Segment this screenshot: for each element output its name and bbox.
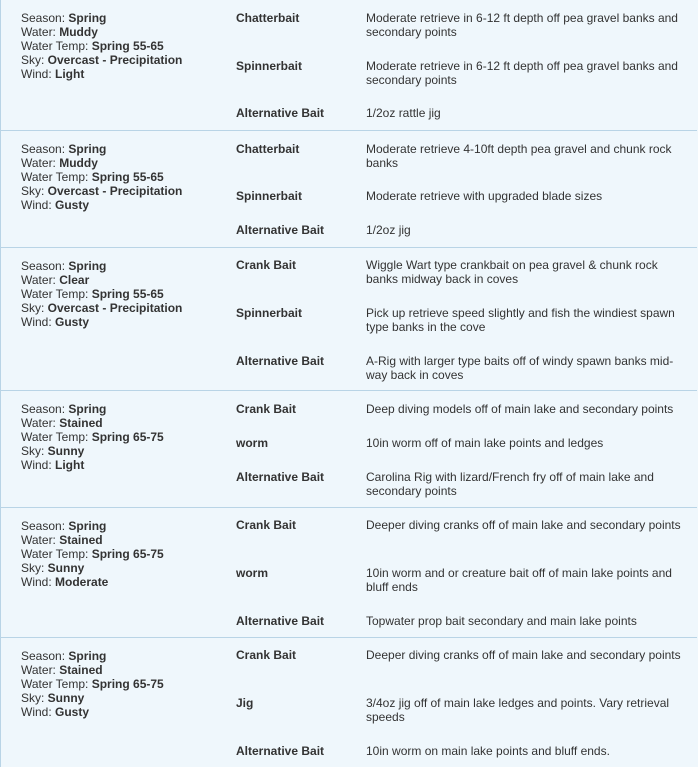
condition-label: Water Temp:: [21, 170, 92, 184]
bait-description: 10in worm on main lake points and bluff ends.: [366, 744, 610, 758]
condition-value: Spring 55-65: [91, 39, 164, 53]
condition-label: Sky:: [21, 561, 48, 575]
condition-value: Gusty: [55, 198, 90, 212]
condition-label: Sky:: [21, 53, 48, 67]
conditions-list: [21, 519, 164, 589]
condition-water-temp: [21, 170, 182, 184]
bait-description: Topwater prop bait secondary and main lake points: [366, 614, 637, 628]
condition-label: Season:: [21, 259, 69, 273]
bait-name: Alternative Bait: [236, 223, 325, 237]
bait-description: 1/2oz rattle jig: [366, 106, 441, 120]
bait-description: Deep diving models off of main lake and secondary points: [366, 402, 674, 416]
condition-label: Water Temp:: [21, 677, 92, 691]
condition-label: Season:: [21, 142, 69, 156]
condition-value: Spring: [68, 142, 107, 156]
bait-name: Spinnerbait: [236, 189, 303, 203]
bait-name: Crank Bait: [236, 402, 297, 416]
condition-value: Muddy: [59, 156, 98, 170]
condition-block: [0, 390, 697, 507]
bait-description: Pick up retrieve speed slightly and fish the windiest spawn type banks in the cove: [366, 306, 675, 334]
bait-description: A-Rig with larger type baits off of windy spawn banks mid-way back in coves: [366, 354, 674, 382]
condition-label: Wind:: [21, 458, 56, 472]
condition-label: Water:: [21, 273, 60, 287]
condition-wind: [21, 198, 182, 212]
condition-sky: [21, 444, 164, 458]
condition-label: Wind:: [21, 315, 56, 329]
condition-water-temp: [21, 677, 164, 691]
condition-label: Water Temp:: [21, 287, 92, 301]
condition-season: [21, 519, 164, 533]
condition-value: Overcast - Precipitation: [47, 301, 183, 315]
condition-value: Clear: [59, 273, 90, 287]
condition-wind: [21, 315, 182, 329]
bait-description: Moderate retrieve in 6-12 ft depth off pea gravel banks and secondary points: [366, 59, 678, 87]
bait-description: Moderate retrieve 4-10ft depth pea gravel and chunk rock banks: [366, 142, 672, 170]
bait-name: Chatterbait: [236, 11, 300, 25]
bait-name: worm: [236, 436, 269, 450]
condition-value: Light: [55, 458, 85, 472]
condition-season: [21, 649, 164, 663]
condition-sky: [21, 301, 182, 315]
bait-name: Spinnerbait: [236, 59, 303, 73]
condition-value: Spring 65-75: [91, 677, 164, 691]
condition-label: Sky:: [21, 301, 48, 315]
condition-wind: [21, 458, 164, 472]
conditions-list: [21, 11, 182, 81]
condition-value: Sunny: [47, 561, 85, 575]
condition-season: [21, 142, 182, 156]
condition-value: Spring 55-65: [91, 170, 164, 184]
bait-name: Crank Bait: [236, 258, 297, 272]
condition-block: [0, 130, 697, 247]
condition-label: Wind:: [21, 575, 56, 589]
condition-sky: [21, 561, 164, 575]
bait-description: Carolina Rig with lizard/French fry off of main lake and secondary points: [366, 470, 654, 498]
condition-season: [21, 11, 182, 25]
bait-name: worm: [236, 566, 269, 580]
condition-water: [21, 663, 164, 677]
bait-name: Alternative Bait: [236, 470, 325, 484]
bait-name: Alternative Bait: [236, 106, 325, 120]
condition-value: Spring: [68, 259, 107, 273]
conditions-list: [21, 142, 182, 212]
condition-label: Sky:: [21, 444, 48, 458]
condition-value: Stained: [59, 533, 103, 547]
condition-label: Sky:: [21, 691, 48, 705]
bait-name: Alternative Bait: [236, 354, 325, 368]
condition-label: Season:: [21, 402, 69, 416]
bait-name: Chatterbait: [236, 142, 300, 156]
condition-water: [21, 416, 164, 430]
bait-description: 10in worm and or creature bait off of main lake points and bluff ends: [366, 566, 672, 594]
bait-name: Alternative Bait: [236, 614, 325, 628]
bait-name: Crank Bait: [236, 518, 297, 532]
condition-water: [21, 273, 182, 287]
condition-water-temp: [21, 430, 164, 444]
condition-value: Sunny: [47, 691, 85, 705]
condition-value: Spring: [68, 649, 107, 663]
condition-label: Water:: [21, 663, 60, 677]
bait-description: Deeper diving cranks off of main lake and secondary points: [366, 648, 681, 662]
condition-water-temp: [21, 287, 182, 301]
condition-water: [21, 25, 182, 39]
bait-description: Wiggle Wart type crankbait on pea gravel & chunk rock banks midway back in coves: [366, 258, 658, 286]
condition-value: Gusty: [55, 705, 90, 719]
condition-label: Water Temp:: [21, 547, 92, 561]
condition-value: Spring: [68, 402, 107, 416]
bait-description: 3/4oz jig off of main lake ledges and points. Vary retrieval speeds: [366, 696, 670, 724]
bait-name: Alternative Bait: [236, 744, 325, 758]
condition-wind: [21, 705, 164, 719]
bait-name: Crank Bait: [236, 648, 297, 662]
condition-value: Overcast - Precipitation: [47, 53, 183, 67]
condition-label: Wind:: [21, 67, 56, 81]
condition-value: Muddy: [59, 25, 98, 39]
condition-label: Season:: [21, 519, 69, 533]
condition-value: Stained: [59, 416, 103, 430]
condition-value: Spring: [68, 519, 107, 533]
condition-sky: [21, 184, 182, 198]
condition-value: Spring 55-65: [91, 287, 164, 301]
condition-block: [0, 247, 697, 390]
condition-wind: [21, 575, 164, 589]
condition-value: Overcast - Precipitation: [47, 184, 183, 198]
condition-value: Stained: [59, 663, 103, 677]
condition-sky: [21, 691, 164, 705]
bait-description: Moderate retrieve with upgraded blade sizes: [366, 189, 603, 203]
condition-season: [21, 402, 164, 416]
condition-value: Spring 65-75: [91, 547, 164, 561]
condition-block: [0, 0, 697, 130]
conditions-list: [21, 259, 182, 329]
bait-description: Deeper diving cranks off of main lake and secondary points: [366, 518, 681, 532]
condition-label: Water:: [21, 156, 60, 170]
condition-water: [21, 156, 182, 170]
condition-label: Wind:: [21, 198, 56, 212]
condition-block: [0, 637, 697, 767]
condition-water: [21, 533, 164, 547]
condition-label: Season:: [21, 11, 69, 25]
condition-label: Water:: [21, 533, 60, 547]
condition-wind: [21, 67, 182, 81]
bait-name: Jig: [236, 696, 254, 710]
bait-name: Spinnerbait: [236, 306, 303, 320]
condition-label: Water:: [21, 25, 60, 39]
condition-value: Spring: [68, 11, 107, 25]
condition-value: Spring 65-75: [91, 430, 164, 444]
conditions-list: [21, 649, 164, 719]
condition-value: Light: [55, 67, 85, 81]
bait-description: 10in worm off of main lake points and ledges: [366, 436, 604, 450]
condition-water-temp: [21, 547, 164, 561]
condition-label: Season:: [21, 649, 69, 663]
condition-value: Sunny: [47, 444, 85, 458]
condition-sky: [21, 53, 182, 67]
condition-water-temp: [21, 39, 182, 53]
condition-label: Water:: [21, 416, 60, 430]
condition-season: [21, 259, 182, 273]
conditions-list: [21, 402, 164, 472]
condition-block: [0, 507, 697, 637]
condition-value: Gusty: [55, 315, 90, 329]
bait-description: Moderate retrieve in 6-12 ft depth off pea gravel banks and secondary points: [366, 11, 678, 39]
condition-value: Moderate: [55, 575, 109, 589]
condition-label: Water Temp:: [21, 430, 92, 444]
condition-label: Sky:: [21, 184, 48, 198]
bait-description: 1/2oz jig: [366, 223, 411, 237]
condition-label: Wind:: [21, 705, 56, 719]
condition-label: Water Temp:: [21, 39, 92, 53]
